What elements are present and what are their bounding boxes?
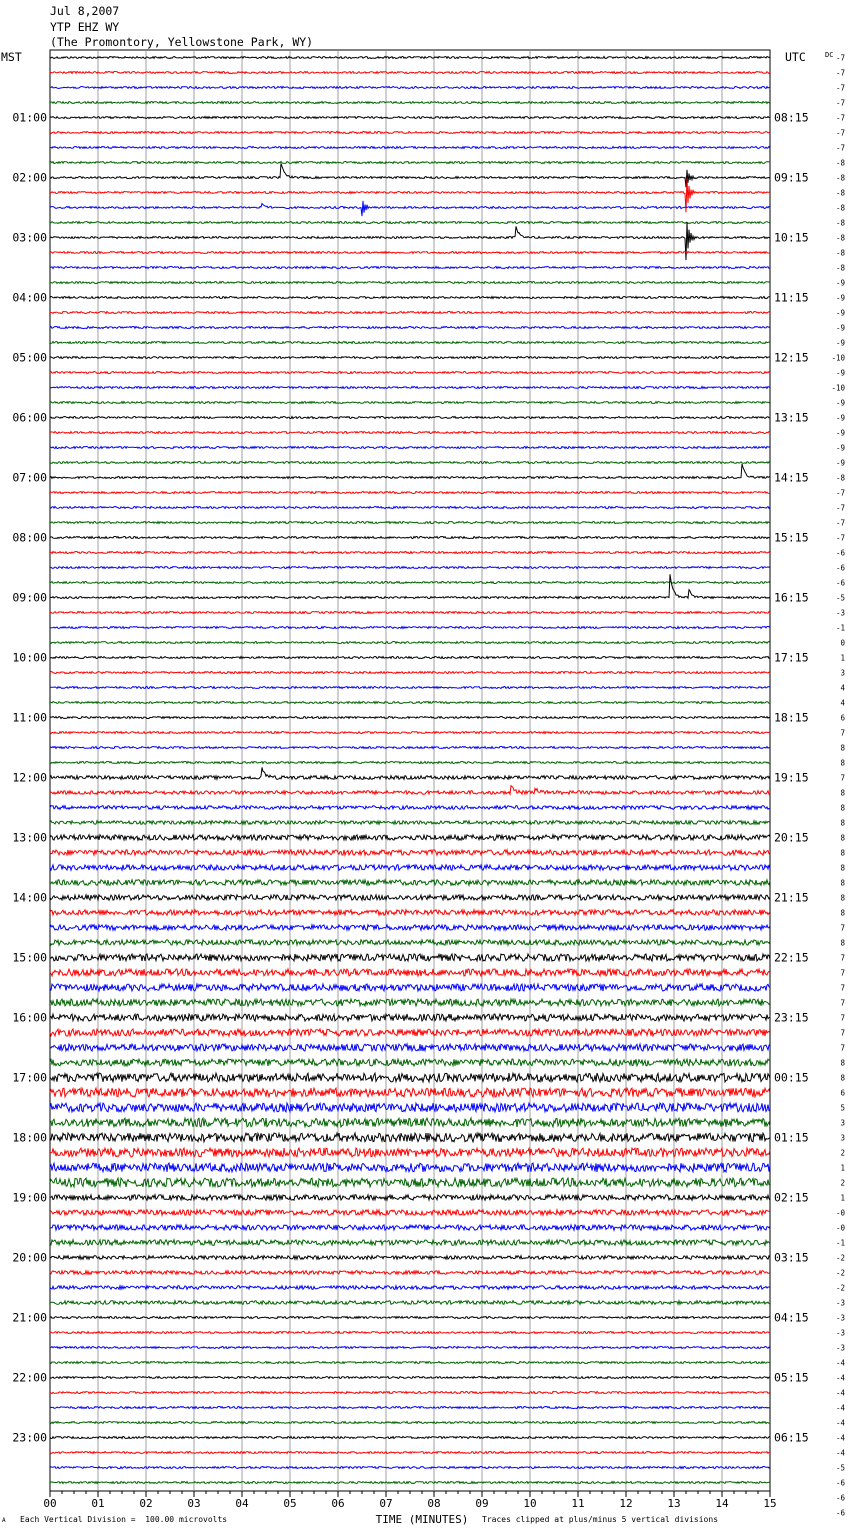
dc-offset-value: -3: [835, 1298, 845, 1308]
x-tick-label: 04: [235, 1497, 249, 1510]
hour-label-utc: 23:15: [774, 1010, 809, 1025]
dc-offset-value: -4: [835, 1358, 845, 1368]
hour-label-mst: 13:00: [12, 830, 47, 845]
dc-offset-value: -8: [835, 248, 845, 258]
dc-offset-value: -4: [835, 1448, 845, 1458]
x-tick-label: 15: [763, 1497, 777, 1510]
seismic-trace-51: [50, 821, 770, 825]
seismic-trace-34: [50, 567, 770, 569]
hour-label-utc: 13:15: [774, 410, 809, 425]
dc-offset-value: 7: [840, 953, 845, 963]
hour-label-mst: 17:00: [12, 1070, 47, 1085]
seismic-trace-1: [50, 72, 770, 74]
dc-offset-value: -4: [835, 1403, 845, 1413]
seismic-trace-31: [50, 522, 770, 524]
hour-label-utc: 21:15: [774, 890, 809, 905]
hour-label-mst: 04:00: [12, 290, 47, 305]
x-tick-label: 07: [379, 1497, 393, 1510]
station-code: YTP EHZ WY: [50, 20, 120, 34]
hour-label-mst: 08:00: [12, 530, 47, 545]
dc-offset-value: -9: [835, 293, 845, 303]
time-axis: [43, 1491, 776, 1510]
seismic-trace-77: [50, 1210, 770, 1215]
dc-offset-value: 1: [840, 1163, 845, 1173]
seismic-trace-88: [50, 1377, 770, 1379]
dc-offset-value: -7: [835, 128, 845, 138]
dc-offset-value: -2: [835, 1253, 845, 1263]
dc-offset-value: 7: [840, 968, 845, 978]
seismic-trace-66: [50, 1044, 770, 1051]
seismic-trace-22: [50, 387, 770, 389]
seismic-trace-76: [50, 1195, 770, 1200]
seismic-trace-36: [50, 574, 770, 598]
seismic-trace-86: [50, 1347, 770, 1349]
seismic-trace-27: [50, 462, 770, 464]
dc-offset-value: 8: [840, 1073, 845, 1083]
dc-offset-value: -0: [835, 1223, 845, 1233]
dc-offset-value: -9: [835, 398, 845, 408]
left-timezone-label: MST: [1, 50, 22, 64]
x-tick-label: 01: [91, 1497, 105, 1510]
seismic-trace-42: [50, 687, 770, 689]
dc-offset-value: -9: [835, 428, 845, 438]
clip-note: Traces clipped at plus/minus 5 vertical divisions: [482, 1515, 719, 1524]
seismic-trace-21: [50, 372, 770, 374]
seismic-trace-81: [50, 1271, 770, 1275]
seismic-trace-15: [50, 282, 770, 284]
dc-offset-value: 8: [840, 878, 845, 888]
dc-offset-value: -9: [835, 368, 845, 378]
seismic-trace-8: [50, 164, 770, 188]
dc-offset-value: -6: [835, 578, 845, 588]
seismic-trace-79: [50, 1240, 770, 1245]
dc-offset-value: 7: [840, 773, 845, 783]
seismic-trace-56: [50, 895, 770, 900]
seismic-trace-68: [50, 1073, 770, 1082]
dc-offset-value: 1: [840, 1193, 845, 1203]
seismic-trace-64: [50, 1014, 770, 1021]
dc-offset-value: 8: [840, 938, 845, 948]
hour-label-utc: 03:15: [774, 1250, 809, 1265]
hour-label-utc: 06:15: [774, 1430, 809, 1445]
seismic-trace-43: [50, 702, 770, 704]
seismic-trace-30: [50, 507, 770, 509]
hour-label-mst: 01:00: [12, 110, 47, 125]
dc-offset-value: -7: [835, 53, 845, 63]
seismic-trace-65: [50, 1029, 770, 1036]
dc-offset-value: -8: [835, 473, 845, 483]
dc-offset-value: -9: [835, 323, 845, 333]
dc-offset-value: -8: [835, 218, 845, 228]
hour-label-utc: 02:15: [774, 1190, 809, 1205]
hour-label-utc: 05:15: [774, 1370, 809, 1385]
seismic-trace-89: [50, 1392, 770, 1394]
dc-offset-value: -0: [835, 1208, 845, 1218]
x-tick-label: 10: [523, 1497, 537, 1510]
dc-offset-value: -5: [835, 1463, 845, 1473]
dc-offset-value: 8: [840, 743, 845, 753]
seismic-trace-57: [50, 910, 770, 915]
seismic-trace-95: [50, 1482, 770, 1484]
seismic-trace-13: [50, 252, 770, 254]
dc-offset-value: -6: [835, 1493, 845, 1503]
dc-offset-value: 8: [840, 1058, 845, 1068]
dc-offset-value: 3: [840, 668, 845, 678]
seismic-trace-91: [50, 1422, 770, 1424]
seismic-trace-40: [50, 657, 770, 659]
hour-label-utc: 08:15: [774, 110, 809, 125]
hour-label-mst: 19:00: [12, 1190, 47, 1205]
seismic-trace-53: [50, 850, 770, 855]
hour-label-utc: 11:15: [774, 290, 809, 305]
seismic-trace-19: [50, 342, 770, 344]
dc-offset-value: -2: [835, 1283, 845, 1293]
hour-label-utc: 16:15: [774, 590, 809, 605]
dc-offset-value: 2: [840, 1148, 845, 1158]
seismic-trace-26: [50, 447, 770, 449]
seismic-trace-87: [50, 1362, 770, 1364]
station-location: (The Promontory, Yellowstone Park, WY): [50, 35, 314, 49]
hour-label-utc: 20:15: [774, 830, 809, 845]
seismic-trace-29: [50, 492, 770, 494]
dc-offset-value: 5: [840, 1103, 845, 1113]
hour-label-utc: 18:15: [774, 710, 809, 725]
dc-offset-value: -8: [835, 233, 845, 243]
dc-offset-value: -9: [835, 413, 845, 423]
hour-label-utc: 14:15: [774, 470, 809, 485]
hour-label-mst: 14:00: [12, 890, 47, 905]
dc-offset-value: -6: [835, 563, 845, 573]
hour-label-mst: 05:00: [12, 350, 47, 365]
seismic-trace-6: [50, 147, 770, 149]
x-tick-label: 14: [715, 1497, 729, 1510]
dc-offset-value: -3: [835, 1328, 845, 1338]
hour-label-utc: 09:15: [774, 170, 809, 185]
seismic-trace-3: [50, 102, 770, 104]
seismic-trace-38: [50, 627, 770, 629]
seismic-trace-74: [50, 1163, 770, 1172]
seismic-trace-5: [50, 132, 770, 134]
seismic-trace-67: [50, 1059, 770, 1066]
dc-offset-value: -5: [835, 593, 845, 603]
hour-label-mst: 23:00: [12, 1430, 47, 1445]
seismic-trace-49: [50, 786, 770, 795]
dc-offset-value: 7: [840, 923, 845, 933]
dc-offset-value: -4: [835, 1418, 845, 1428]
hour-label-mst: 10:00: [12, 650, 47, 665]
hour-label-mst: 12:00: [12, 770, 47, 785]
hour-label-utc: 22:15: [774, 950, 809, 965]
hour-label-utc: 04:15: [774, 1310, 809, 1325]
dc-offset-value: -9: [835, 443, 845, 453]
dc-offset-value: -7: [835, 143, 845, 153]
dc-offset-value: -7: [835, 98, 845, 108]
hour-label-mst: 09:00: [12, 590, 47, 605]
seismic-trace-18: [50, 327, 770, 329]
dc-offset-value: 8: [840, 848, 845, 858]
hour-label-utc: 15:15: [774, 530, 809, 545]
hour-label-mst: 11:00: [12, 710, 47, 725]
seismic-trace-32: [50, 537, 770, 539]
seismic-trace-50: [50, 806, 770, 810]
seismic-trace-54: [50, 865, 770, 870]
dc-offset-value: -1: [835, 1238, 845, 1248]
hour-label-utc: 00:15: [774, 1070, 809, 1085]
seismic-trace-2: [50, 87, 770, 89]
seismic-trace-16: [50, 297, 770, 299]
dc-offset-value: -1: [835, 623, 845, 633]
dc-offset-value: -6: [835, 1508, 845, 1518]
dc-offset-value: -7: [835, 533, 845, 543]
seismic-trace-12: [50, 222, 770, 260]
seismic-trace-14: [50, 267, 770, 269]
seismic-trace-7: [50, 162, 770, 164]
seismic-trace-28: [50, 464, 770, 479]
dc-offset-value: -7: [835, 503, 845, 513]
seismic-trace-11: [50, 222, 770, 224]
dc-offset-value: -7: [835, 518, 845, 528]
dc-offset-value: 4: [840, 698, 845, 708]
plot-frame: [50, 50, 770, 1491]
dc-offset-value: -8: [835, 263, 845, 273]
seismic-trace-44: [50, 717, 770, 719]
trace-lines: [50, 57, 770, 1484]
hour-label-mst: 20:00: [12, 1250, 47, 1265]
seismic-trace-37: [50, 612, 770, 614]
dc-offset-value: -8: [835, 188, 845, 198]
dc-offset-value: -9: [835, 278, 845, 288]
dc-offset-value: 8: [840, 758, 845, 768]
seismic-trace-78: [50, 1225, 770, 1230]
seismic-trace-59: [50, 940, 770, 945]
seismic-trace-58: [50, 925, 770, 930]
seismic-trace-4: [50, 117, 770, 119]
dc-offset-value: 4: [840, 683, 845, 693]
x-tick-label: 00: [43, 1497, 57, 1510]
dc-offset-value: 7: [840, 998, 845, 1008]
dc-offset-value: -4: [835, 1388, 845, 1398]
hour-label-mst: 03:00: [12, 230, 47, 245]
dc-offset-value: -3: [835, 1343, 845, 1353]
dc-offset-value: -4: [835, 1433, 845, 1443]
dc-offset-value: -3: [835, 608, 845, 618]
plot-date: Jul 8,2007: [50, 4, 120, 18]
dc-offset-value: 8: [840, 893, 845, 903]
hour-label-utc: 01:15: [774, 1130, 809, 1145]
dc-offset-value: 8: [840, 803, 845, 813]
dc-offset-value: -9: [835, 338, 845, 348]
seismic-trace-63: [50, 999, 770, 1006]
seismic-trace-73: [50, 1148, 770, 1157]
dc-offset-value: 7: [840, 1013, 845, 1023]
dc-offset-value: 1: [840, 653, 845, 663]
dc-offset-value: -8: [835, 158, 845, 168]
dc-offset-value: 3: [840, 1118, 845, 1128]
right-timezone-label: UTC: [785, 50, 806, 64]
seismic-trace-10: [50, 201, 770, 216]
seismic-trace-75: [50, 1178, 770, 1187]
x-tick-label: 06: [331, 1497, 345, 1510]
hour-label-utc: 10:15: [774, 230, 809, 245]
seismic-trace-47: [50, 762, 770, 764]
seismic-trace-48: [50, 767, 770, 779]
x-tick-label: 05: [283, 1497, 297, 1510]
seismic-trace-55: [50, 880, 770, 885]
minute-gridlines: [50, 50, 770, 1491]
dc-offset-value: 7: [840, 1043, 845, 1053]
hour-label-mst: 21:00: [12, 1310, 47, 1325]
x-axis-title: TIME (MINUTES): [375, 1513, 469, 1526]
seismic-trace-60: [50, 954, 770, 961]
hour-label-utc: 17:15: [774, 650, 809, 665]
dc-offset-value: -4: [835, 1373, 845, 1383]
seismic-trace-0: [50, 57, 770, 59]
hour-label-mst: 22:00: [12, 1370, 47, 1385]
dc-offset-value: 8: [840, 788, 845, 798]
dc-offset-value: 8: [840, 908, 845, 918]
x-tick-label: 12: [619, 1497, 633, 1510]
seismic-trace-62: [50, 984, 770, 991]
dc-offset-value: 0: [840, 638, 845, 648]
seismic-trace-61: [50, 969, 770, 976]
hour-label-utc: 19:15: [774, 770, 809, 785]
hour-label-mst: 16:00: [12, 1010, 47, 1025]
seismic-trace-41: [50, 672, 770, 674]
hour-label-utc: 12:15: [774, 350, 809, 365]
seismic-trace-93: [50, 1452, 770, 1454]
seismic-trace-24: [50, 417, 770, 419]
seismic-trace-85: [50, 1332, 770, 1334]
x-tick-label: 02: [139, 1497, 153, 1510]
x-tick-label: 11: [571, 1497, 585, 1510]
seismic-trace-92: [50, 1437, 770, 1439]
scale-mark: A: [2, 1517, 6, 1524]
seismic-trace-46: [50, 747, 770, 749]
seismic-trace-39: [50, 642, 770, 644]
seismic-trace-72: [50, 1133, 770, 1142]
seismic-trace-52: [50, 835, 770, 840]
dc-offset-value: -7: [835, 83, 845, 93]
dc-offset-value: -10: [831, 383, 845, 393]
dc-offset-value: -8: [835, 173, 845, 183]
seismic-trace-83: [50, 1301, 770, 1305]
seismic-trace-70: [50, 1103, 770, 1112]
seismic-trace-94: [50, 1467, 770, 1469]
hour-label-mst: 06:00: [12, 410, 47, 425]
seismic-trace-90: [50, 1407, 770, 1409]
dc-offset-value: -7: [835, 68, 845, 78]
dc-offset-value: -8: [835, 203, 845, 213]
seismic-trace-23: [50, 402, 770, 404]
dc-offset-value: -6: [835, 1478, 845, 1488]
dc-offset-value: -2: [835, 1268, 845, 1278]
hour-label-mst: 02:00: [12, 170, 47, 185]
x-tick-label: 09: [475, 1497, 489, 1510]
dc-offset-value: 7: [840, 1028, 845, 1038]
dc-offset-value: -7: [835, 488, 845, 498]
seismic-trace-20: [50, 357, 770, 359]
seismic-trace-80: [50, 1256, 770, 1260]
dc-offset-value: 7: [840, 983, 845, 993]
seismic-trace-33: [50, 552, 770, 554]
dc-offset-value: 8: [840, 833, 845, 843]
x-tick-label: 13: [667, 1497, 681, 1510]
dc-offset-value: -9: [835, 308, 845, 318]
x-tick-label: 08: [427, 1497, 441, 1510]
dc-offset-labels: [831, 54, 845, 1518]
dc-offset-value: 6: [840, 713, 845, 723]
dc-offset-value: 7: [840, 728, 845, 738]
dc-label: DC: [825, 51, 834, 59]
dc-offset-value: -10: [831, 353, 845, 363]
seismic-trace-84: [50, 1317, 770, 1319]
hour-label-mst: 15:00: [12, 950, 47, 965]
dc-offset-value: 3: [840, 1133, 845, 1143]
dc-offset-value: 8: [840, 863, 845, 873]
x-tick-label: 03: [187, 1497, 201, 1510]
dc-offset-value: -6: [835, 548, 845, 558]
dc-offset-value: 8: [840, 818, 845, 828]
hour-label-mst: 18:00: [12, 1130, 47, 1145]
scale-note: Each Vertical Division = 100.00 microvolts: [20, 1515, 228, 1524]
seismic-trace-69: [50, 1088, 770, 1097]
seismic-trace-45: [50, 732, 770, 734]
dc-offset-value: 6: [840, 1088, 845, 1098]
seismic-trace-35: [50, 582, 770, 584]
dc-offset-value: 2: [840, 1178, 845, 1188]
hour-label-mst: 07:00: [12, 470, 47, 485]
seismic-trace-17: [50, 312, 770, 314]
dc-offset-value: -3: [835, 1313, 845, 1323]
dc-offset-value: -9: [835, 458, 845, 468]
seismic-trace-82: [50, 1286, 770, 1290]
seismic-trace-71: [50, 1118, 770, 1127]
dc-offset-value: -7: [835, 113, 845, 123]
seismic-trace-25: [50, 432, 770, 434]
